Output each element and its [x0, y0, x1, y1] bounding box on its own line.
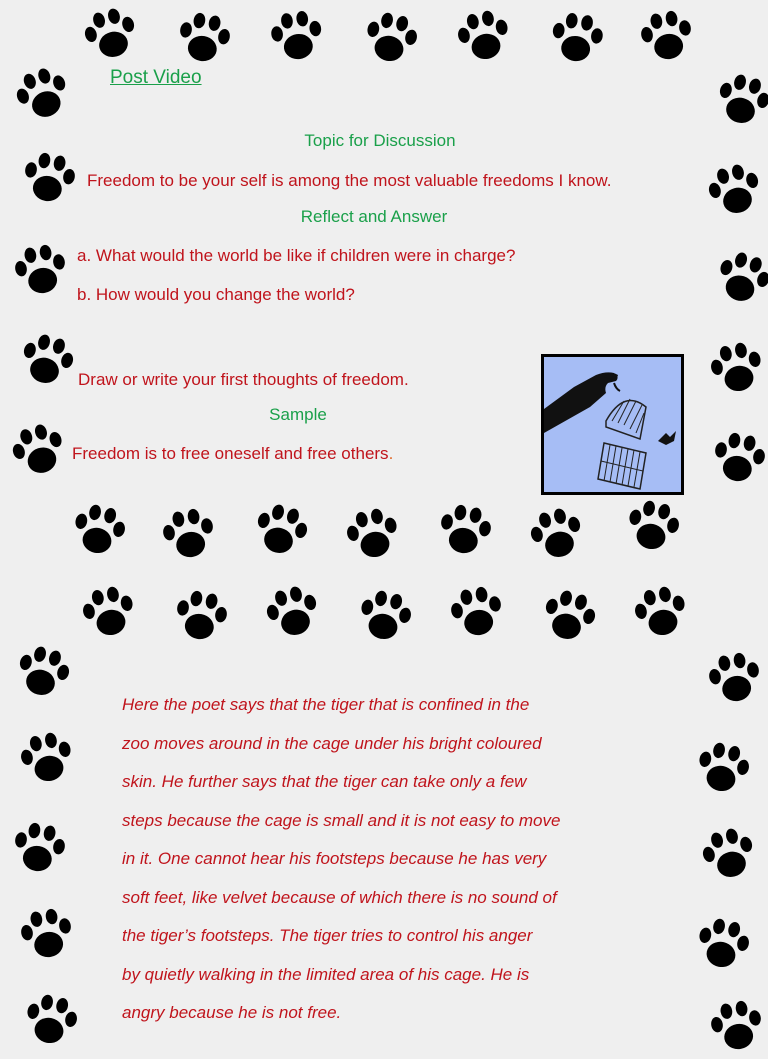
paw-print-icon — [357, 7, 425, 72]
topic-heading: Topic for Discussion — [304, 131, 456, 150]
sample-period: . — [388, 444, 394, 463]
paw-print-icon — [700, 157, 768, 224]
paw-print-icon — [8, 639, 78, 706]
paw-print-icon — [265, 6, 330, 68]
paw-print-icon — [707, 244, 768, 313]
paw-print-icon — [694, 821, 764, 888]
explanation-line: in it. One cannot hear his footsteps because he has very — [122, 849, 547, 868]
birdcage-illustration — [541, 354, 684, 495]
paw-print-icon — [708, 67, 768, 134]
paw-print-icon — [171, 7, 237, 70]
paw-print-icon — [704, 995, 768, 1058]
page-title: Post Video — [110, 67, 202, 88]
paw-print-icon — [450, 5, 518, 70]
paw-print-icon — [246, 497, 316, 564]
reflect-heading: Reflect and Answer — [300, 207, 448, 226]
paw-print-icon — [7, 60, 80, 131]
paw-print-icon — [522, 501, 592, 568]
sample-sentence — [72, 444, 393, 464]
paw-print-icon — [545, 8, 610, 70]
hand-birdcage-icon — [544, 357, 681, 492]
explanation-line: soft feet, like velvet because of which there is no sound of — [122, 887, 557, 907]
paw-print-icon — [65, 499, 133, 564]
explanation-line: Here the poet says that the tiger that is confined in the — [122, 695, 530, 714]
paw-print-icon — [534, 583, 604, 650]
paw-print-icon — [76, 1, 146, 68]
topic-text: Freedom to be your self is among the most valuable freedoms I know. — [87, 171, 612, 190]
paw-print-icon — [17, 989, 85, 1054]
paw-print-icon — [8, 239, 74, 302]
paw-print-icon — [6, 817, 72, 880]
paw-print-icon — [444, 581, 510, 644]
paw-print-icon — [75, 581, 143, 646]
sample-heading: Sample — [269, 405, 327, 424]
paw-print-icon — [619, 495, 687, 560]
explanation-line: steps because the cage is small and it is not easy to move — [122, 810, 561, 830]
explanation-line: the tiger’s footsteps. The tiger tries to control his anger — [122, 926, 533, 945]
explanation-line: angry because he is not free. — [122, 1003, 342, 1022]
paw-print-icon — [13, 727, 81, 792]
poem-explanation — [122, 686, 662, 1033]
paw-print-icon — [14, 903, 80, 966]
question-b: b. How would you change the world? — [77, 285, 355, 304]
paw-print-icon — [339, 503, 407, 568]
paw-print-icon — [689, 913, 757, 978]
paw-print-icon — [689, 737, 757, 802]
paw-print-icon — [706, 427, 768, 490]
explanation-line: zoo moves around in the cage under his bright coloured — [122, 733, 542, 753]
explanation-line: by quietly walking in the limited area of his cage. He is — [122, 964, 530, 984]
paw-print-icon — [3, 416, 75, 485]
paw-print-icon — [351, 585, 419, 650]
sample-text: Freedom is to free oneself and free others — [72, 444, 389, 463]
paw-print-icon — [702, 647, 768, 710]
paw-print-icon — [16, 147, 82, 210]
paw-print-icon — [156, 503, 222, 566]
paw-print-icon — [168, 585, 234, 648]
paw-print-icon — [432, 499, 498, 562]
drawing-prompt: Draw or write your first thoughts of freedom. — [78, 370, 409, 389]
paw-print-icon — [258, 579, 328, 646]
explanation-line: skin. He further says that the tiger can take only a few — [122, 772, 527, 791]
paw-print-icon — [703, 337, 768, 402]
paw-print-icon — [627, 581, 695, 646]
question-a: a. What would the world be like if children were in charge? — [77, 246, 516, 265]
paw-print-icon — [12, 327, 82, 394]
paw-print-icon — [634, 5, 700, 68]
